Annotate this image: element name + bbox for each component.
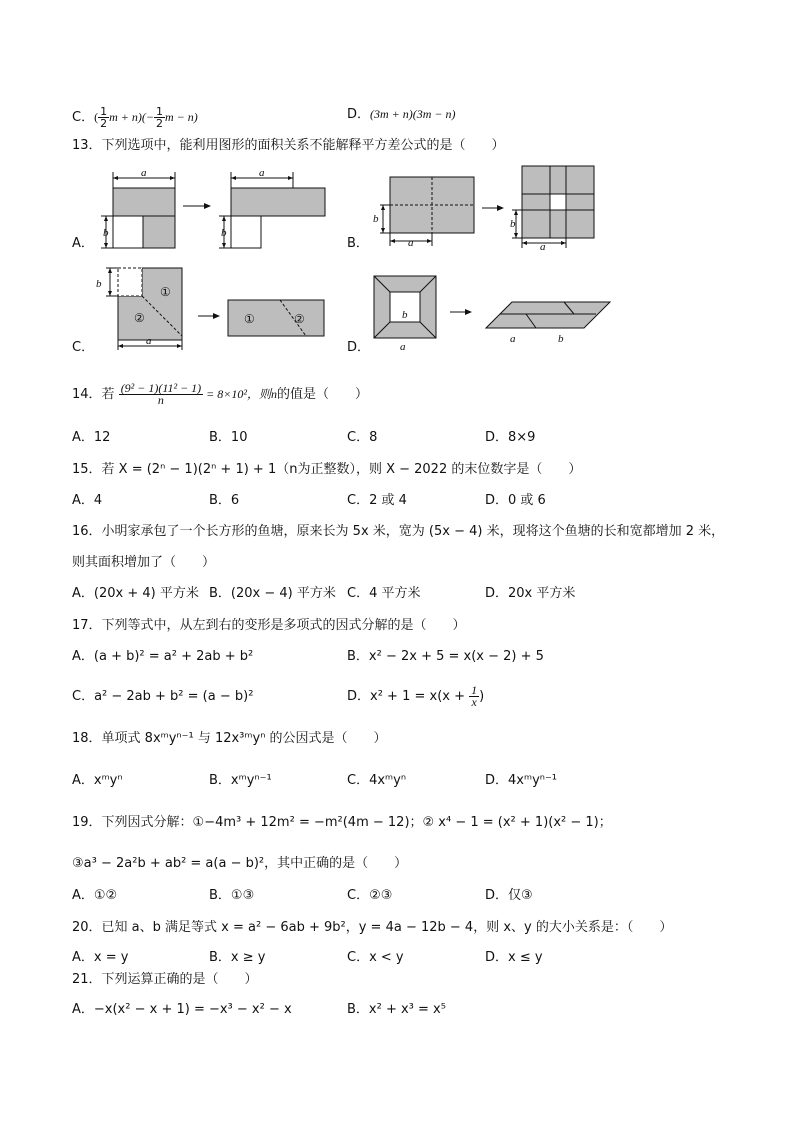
q21-stem: 21．下列运算正确的是（ ） xyxy=(72,972,258,987)
q13-figure-d xyxy=(368,274,618,354)
fig-c-label-a: a xyxy=(146,335,152,347)
fig-c-label-b: b xyxy=(96,278,102,290)
q17-option-b: B．x² − 2x + 5 = x(x − 2) + 5 xyxy=(347,649,544,664)
fig-a2-label-a: a xyxy=(259,167,265,179)
q14-option-b: B．10 xyxy=(209,430,248,445)
q13-figure-a xyxy=(95,166,335,256)
q21-option-a: A．−x(x² − x + 1) = −x³ − x² − x xyxy=(72,1002,292,1017)
q15-option-c: C．2 或 4 xyxy=(347,493,407,508)
fig-c2-circle1: ① xyxy=(244,312,255,326)
q17-option-d: D．x² + 1 = x(x + $\frac{1}{x}$ ) xyxy=(347,683,485,709)
q12-option-c: C．( $\frac{1}{2}$ m + n)(− $\frac{1}{2}$ m − n) xyxy=(72,105,198,130)
fig-c2-circle2: ② xyxy=(294,312,305,326)
q21-option-b: B．x² + x³ = x⁵ xyxy=(347,1002,446,1017)
fig-d2-label-a: a xyxy=(510,333,516,345)
q14-stem: 14．若 $\frac{\text{(9² − 1)(11² − 1)}}{n}$ = 8×10²，则n的值是（ ） xyxy=(72,381,368,407)
q18-option-b: B．xᵐyⁿ⁻¹ xyxy=(209,773,272,788)
fig-b-label-a: a xyxy=(408,237,414,249)
q17-stem: 17．下列等式中，从左到右的变形是多项式的因式分解的是（ ） xyxy=(72,618,466,633)
q13-figure-b xyxy=(370,162,610,254)
q15-option-b: B．6 xyxy=(209,493,240,508)
q16-option-b: B．(20x − 4) 平方米 xyxy=(209,586,336,601)
q16-option-c: C．4 平方米 xyxy=(347,586,421,601)
q18-option-a: A．xᵐyⁿ xyxy=(72,773,123,788)
fig-d2-label-b: b xyxy=(558,333,564,345)
q14-option-d: D．8×9 xyxy=(485,430,536,445)
fig-a-label-b: b xyxy=(103,227,109,239)
q19-option-b: B．①③ xyxy=(209,888,255,903)
q15-stem: 15．若 X = (2ⁿ − 1)(2ⁿ + 1) + 1（n为正整数），则 X − 2022 的末位数字是（ ） xyxy=(72,462,582,477)
q17-option-a: A．(a + b)² = a² + 2ab + b² xyxy=(72,649,254,664)
q19-stem-line2: ③a³ − 2a²b + ab² = a(a − b)²，其中正确的是（ ） xyxy=(72,856,408,871)
q19-stem-line1: 19．下列因式分解：①−4m³ + 12m² = −m²(4m − 12)；② x⁴ − 1 = (x² + 1)(x² − 1)； xyxy=(72,815,612,830)
q13-figure-c xyxy=(92,262,342,354)
q14-option-a: A．12 xyxy=(72,430,111,445)
q15-option-d: D．0 或 6 xyxy=(485,493,546,508)
fig-b-label-b: b xyxy=(373,213,379,225)
fig-b2-label-b: b xyxy=(510,218,516,230)
q14-option-c: C．8 xyxy=(347,430,378,445)
q20-stem: 20．已知 a、b 满足等式 x = a² − 6ab + 9b²，y = 4a − 12b − 4，则 x、y 的大小关系是：（ ） xyxy=(72,920,673,935)
fig-a-label-a: a xyxy=(141,167,147,179)
q12-option-d: D．(3m + n)(3m − n) xyxy=(347,107,456,122)
q18-option-c: C．4xᵐyⁿ xyxy=(347,773,407,788)
q17-option-c: C．a² − 2ab + b² = (a − b)² xyxy=(72,689,254,704)
q13-label-c: C． xyxy=(72,340,95,355)
q13-label-d: D． xyxy=(347,340,371,355)
q20-option-b: B．x ≥ y xyxy=(209,950,266,965)
q16-option-d: D．20x 平方米 xyxy=(485,586,576,601)
q20-option-a: A．x = y xyxy=(72,950,129,965)
fig-d-label-a: a xyxy=(400,341,406,353)
q16-stem-line2: 则其面积增加了（ ） xyxy=(72,555,216,570)
q13-label-b: B． xyxy=(347,236,369,251)
q18-stem: 18．单项式 8xᵐyⁿ⁻¹ 与 12x³ᵐyⁿ 的公因式是（ ） xyxy=(72,731,387,746)
q16-option-a: A．(20x + 4) 平方米 xyxy=(72,586,199,601)
fig-c-circle2: ② xyxy=(134,311,145,325)
q20-option-c: C．x < y xyxy=(347,950,404,965)
fig-b2-label-a: a xyxy=(540,241,546,253)
fig-d-label-b: b xyxy=(402,309,408,321)
fig-a2-label-b: b xyxy=(221,227,227,239)
q13-label-a: A． xyxy=(72,236,94,251)
q13-stem: 13．下列选项中，能利用图形的面积关系不能解释平方差公式的是（ ） xyxy=(72,138,505,153)
q19-option-c: C．②③ xyxy=(347,888,393,903)
q16-stem-line1: 16．小明家承包了一个长方形的鱼塘，原来长为 5x 米，宽为 (5x − 4) 米，现将这个鱼塘的长和宽都增加 2 米， xyxy=(72,524,725,539)
q18-option-d: D．4xᵐyⁿ⁻¹ xyxy=(485,773,558,788)
q19-option-d: D．仅③ xyxy=(485,888,533,903)
fig-c-circle1: ① xyxy=(160,285,171,299)
q20-option-d: D．x ≤ y xyxy=(485,950,543,965)
q15-option-a: A．4 xyxy=(72,493,103,508)
q19-option-a: A．①② xyxy=(72,888,118,903)
